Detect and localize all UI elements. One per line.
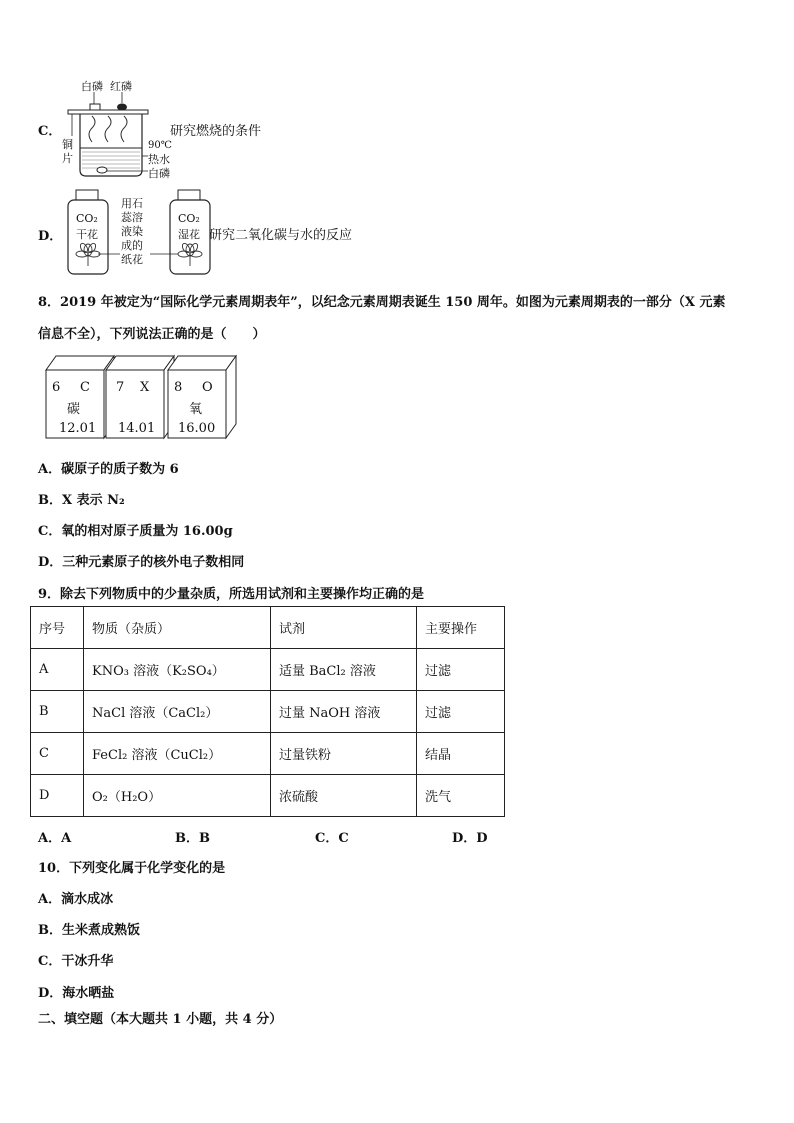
section-2-heading: 二、填空题（本大题共 1 小题，共 4 分） — [38, 1012, 283, 1027]
left-bottle-dry-flower: 干花 — [76, 228, 98, 241]
table-cell: NaCl 溶液（CaCl₂） — [84, 691, 271, 733]
table-cell: C — [31, 733, 84, 775]
table-cell: B — [31, 691, 84, 733]
element-symbol: X — [140, 380, 150, 395]
element-number: 6 — [52, 380, 61, 395]
table-header-cell: 主要操作 — [417, 607, 505, 649]
q10-option-d: D．海水晒盐 — [38, 986, 115, 1001]
q8-stem-line2: 信息不全），下列说法正确的是（ ） — [38, 327, 266, 342]
table-cell: FeCl₂ 溶液（CuCl₂） — [84, 733, 271, 775]
table-header-cell: 序号 — [31, 607, 84, 649]
hot-water-label: 热水 — [148, 153, 170, 166]
q9-table — [30, 606, 505, 817]
element-mass: 12.01 — [59, 421, 97, 436]
temperature-label: 90℃ — [148, 140, 172, 151]
q9-option-a: A．A — [38, 831, 72, 846]
table-cell: KNO₃ 溶液（K₂SO₄） — [84, 649, 271, 691]
element-number: 7 — [116, 380, 125, 395]
element-name: 碳 — [67, 402, 81, 417]
copper-label-2: 片 — [62, 152, 73, 165]
table-row — [31, 691, 505, 733]
q10-option-b: B．生米煮成熟饭 — [38, 923, 140, 938]
table-cell: 结晶 — [417, 733, 505, 775]
table-cell: 过滤 — [417, 649, 505, 691]
element-symbol: O — [202, 380, 213, 395]
copper-label-1: 铜 — [62, 138, 73, 151]
table-cell: 过滤 — [417, 691, 505, 733]
table-row — [31, 775, 505, 817]
q8-stem-line1: 8．2019 年被定为“国际化学元素周期表年”，以纪念元素周期表诞生 150 周年。如图为元素周期表的一部分（X 元素 — [38, 295, 726, 310]
q8-option-b: B．X 表示 N₂ — [38, 493, 125, 508]
table-cell: 洗气 — [417, 775, 505, 817]
q10-stem: 10．下列变化属于化学变化的是 — [38, 861, 226, 876]
table-cell: D — [31, 775, 84, 817]
element-name: 氧 — [189, 402, 203, 417]
table-cell: A — [31, 649, 84, 691]
litmus-note-4: 成的 — [121, 239, 143, 252]
element-mass: 14.01 — [118, 421, 156, 436]
element-symbol: C — [80, 380, 90, 395]
table-header-cell: 试剂 — [271, 607, 417, 649]
litmus-note-3: 液染 — [121, 225, 143, 238]
table-header-row — [31, 607, 505, 649]
q7-option-d-desc: 研究二氧化碳与水的反应 — [209, 228, 353, 243]
table-cell: 适量 BaCl₂ 溶液 — [271, 649, 417, 691]
element-mass: 16.00 — [178, 421, 216, 436]
right-bottle-co2: CO₂ — [178, 212, 200, 225]
q8-option-a: A．碳原子的质子数为 6 — [38, 462, 179, 477]
q8-option-c: C．氧的相对原子质量为 16.00g — [38, 524, 233, 539]
table-header-cell: 物质（杂质） — [84, 607, 271, 649]
white-phosphorus-water-label: 白磷 — [148, 167, 170, 180]
table-cell: O₂（H₂O） — [84, 775, 271, 817]
litmus-note-1: 用石 — [121, 197, 143, 210]
element-number: 8 — [174, 380, 183, 395]
q9-option-b: B．B — [175, 831, 210, 846]
litmus-note-2: 蕊溶 — [121, 211, 143, 224]
table-cell: 过量铁粉 — [271, 733, 417, 775]
q9-stem: 9．除去下列物质中的少量杂质，所选用试剂和主要操作均正确的是 — [38, 587, 425, 602]
table-row — [31, 733, 505, 775]
table-cell: 过量 NaOH 溶液 — [271, 691, 417, 733]
right-bottle-wet-flower: 湿花 — [178, 228, 200, 241]
q7-option-c-label: C． — [38, 124, 62, 139]
q7-option-d-label: D． — [38, 229, 63, 244]
table-row — [31, 649, 505, 691]
white-phosphorus-label: 白磷 — [81, 80, 103, 93]
q9-option-c: C．C — [315, 831, 349, 846]
q7-option-c-desc: 研究燃烧的条件 — [170, 124, 262, 139]
litmus-note-5: 纸花 — [121, 253, 143, 266]
q10-option-a: A．滴水成冰 — [38, 892, 114, 907]
q8-option-d: D．三种元素原子的核外电子数相同 — [38, 555, 245, 570]
q9-option-d: D．D — [452, 831, 488, 846]
left-bottle-co2: CO₂ — [76, 212, 98, 225]
table-cell: 浓硫酸 — [271, 775, 417, 817]
red-phosphorus-label: 红磷 — [110, 80, 132, 93]
q10-option-c: C．干冰升华 — [38, 954, 114, 969]
